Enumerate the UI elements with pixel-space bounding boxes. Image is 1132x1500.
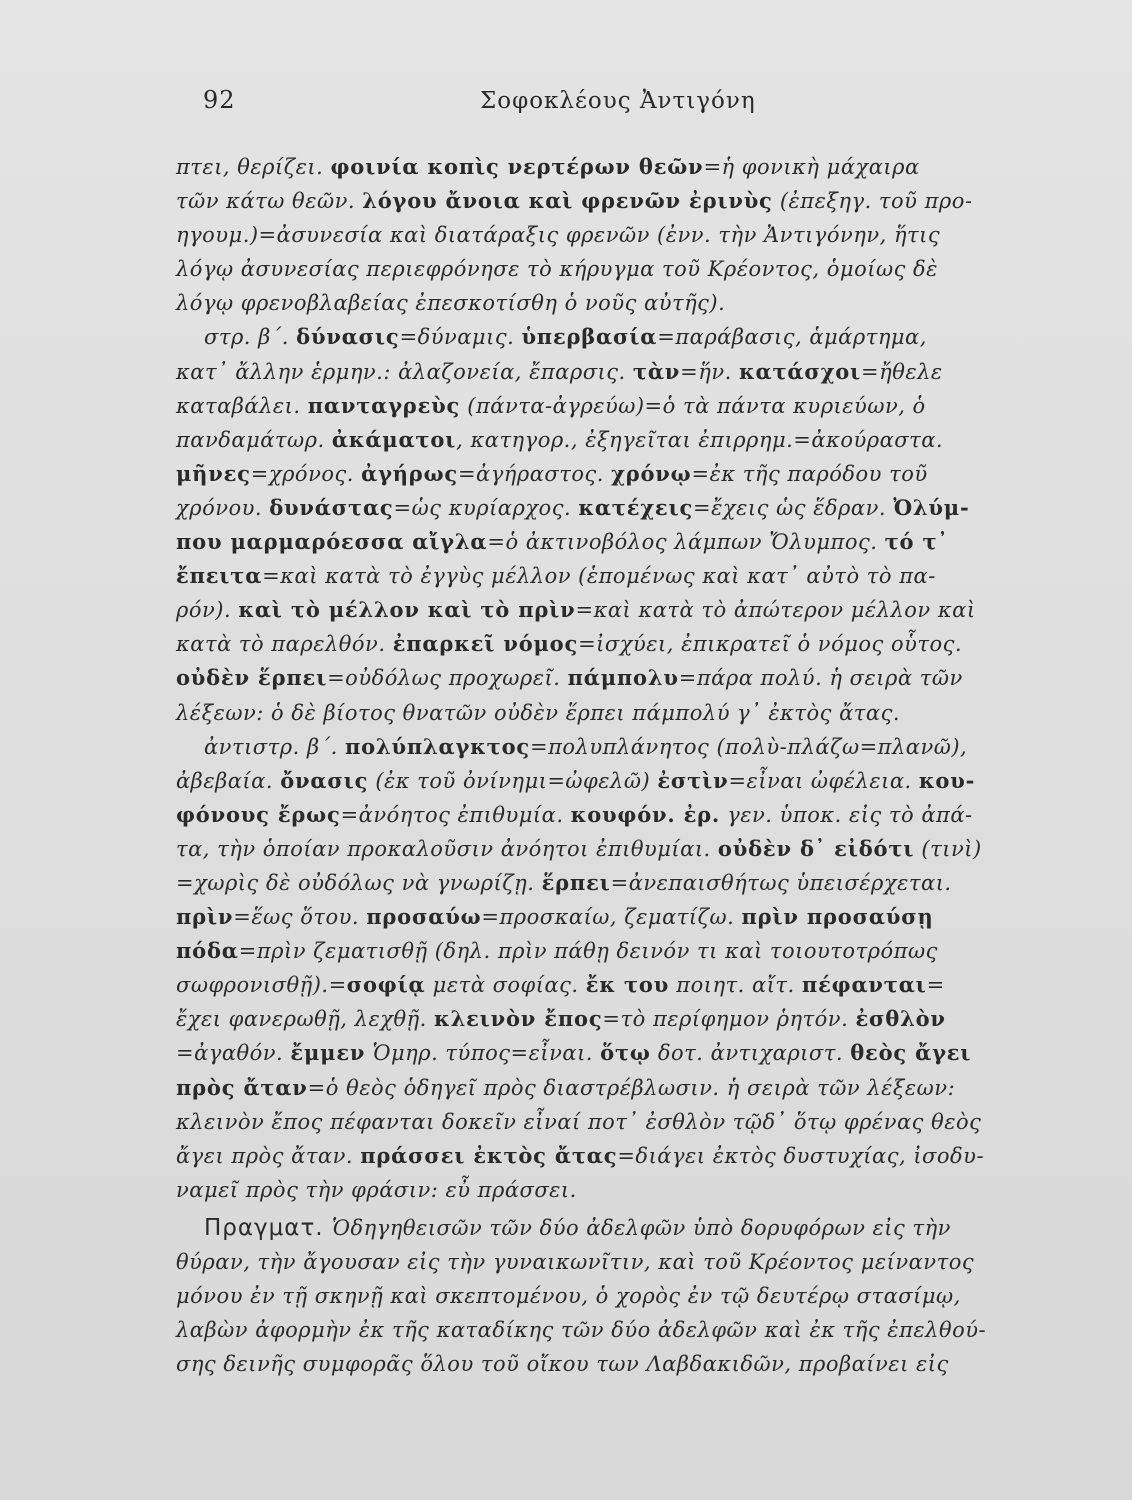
lemma-term: κου- [918, 767, 976, 793]
lemma-term: πολύπλαγκτος [344, 733, 531, 759]
lemma-term: οὐδὲν δ᾽ εἰδότι [717, 835, 915, 861]
text-line [176, 1173, 1106, 1207]
text-line [176, 627, 1106, 661]
text-line [176, 252, 1106, 286]
lemma-term: πανταγρεὺς [307, 392, 461, 418]
lemma-term: λόγου ἄνοια καὶ φρενῶν ἐρινὺς [362, 188, 773, 214]
lemma-term: ὄνασις [280, 767, 369, 793]
lemma-term: ἀγήρως [361, 460, 458, 486]
gloss-text: =ἀγαθόν. [176, 1041, 291, 1066]
text-line [176, 150, 1106, 184]
gloss-text: τῶν κάτω θεῶν. [176, 189, 363, 214]
lemma-term: φόνους ἔρως [176, 801, 341, 827]
lemma-term: πρὸς ἄταν [176, 1074, 308, 1100]
text-line [176, 934, 1106, 968]
lemma-term: κλεινὸν ἔπος [434, 1006, 603, 1032]
lemma-term: πέφανται [801, 972, 927, 998]
gloss-text: μετὰ σοφίας. [425, 973, 586, 998]
gloss-text: στρ. β΄. [204, 325, 297, 350]
gloss-text: =προσκαίω, ζεματίζω. [481, 905, 742, 930]
lemma-term: πρὶν [176, 904, 234, 930]
text-line [176, 559, 1106, 593]
gloss-text: (πάντα-ἀγρεύω)=ὁ τὰ πάντα κυριεύων, ὁ [460, 393, 926, 418]
gloss-text: ναμεῖ πρὸς τὴν φράσιν: εὖ πράσσει. [176, 1177, 577, 1202]
gloss-text: =ὁ θεὸς ὁδηγεῖ πρὸς διαστρέβλωσιν. ἡ σειρὰ τῶν λέξεων: [307, 1075, 956, 1100]
text-line [176, 900, 1106, 934]
gloss-text: γεν. ὑποκ. εἰς τὸ ἀπά- [720, 802, 973, 827]
gloss-text: λαβὼν ἀφορμὴν ἐκ τῆς καταδίκης τῶν δύο ἀδελφῶν καὶ ἐκ τῆς ἐπελθού- [176, 1318, 987, 1343]
text-line [176, 968, 1106, 1002]
text-line [176, 1105, 1106, 1139]
gloss-text: =διάγει ἐκτὸς δυστυχίας, ἰσοδυ- [617, 1143, 985, 1168]
text-line [176, 423, 1106, 457]
gloss-text: ἀβεβαία. [176, 768, 281, 793]
commentary-text-block [176, 150, 1106, 1381]
lemma-term: ἐπαρκεῖ νόμος [392, 631, 579, 657]
lemma-term: χρόνῳ [611, 460, 692, 486]
lemma-term: ἔμμεν [290, 1040, 366, 1066]
text-line [176, 661, 1106, 695]
text-line [176, 1036, 1106, 1070]
lemma-term: που μαρμαρόεσσα αἴγλα [176, 529, 488, 555]
gloss-text: σωφρονισθῇ).= [176, 973, 347, 998]
gloss-text: =ἔχεις ὡς ἕδραν. [693, 495, 894, 520]
lemma-term: κουφόν. ἐρ. [570, 801, 721, 827]
gloss-text: , κατηγορ., ἐξηγεῖται ἐπιρρημ.=ἀκούραστα. [456, 427, 944, 452]
text-line [176, 832, 1106, 866]
gloss-text: δοτ. ἀντιχαριστ. [650, 1041, 851, 1066]
text-line [176, 593, 1106, 627]
gloss-text: =ὁ ἀκτινοβόλος λάμπων Ὄλυμπος. [487, 530, 885, 555]
gloss-text: =πρὶν ζεματισθῇ (δηλ. πρὶν πάθῃ δεινόν τι καὶ τοιουτοτρόπως [238, 939, 938, 964]
text-line [176, 1211, 1106, 1245]
gloss-text: μόνου ἐν τῇ σκηνῇ καὶ σκεπτομένου, ὁ χορὸς ἐν τῷ δευτέρῳ στασίμῳ, [176, 1284, 961, 1309]
gloss-text: ηγουμ.)=ἀσυνεσία καὶ διατάραξις φρενῶν (ἐνν. τὴν Ἀντιγόνην, ἥτις [176, 223, 941, 248]
gloss-text: =ἀνεπαισθήτως ὑπεισέρχεται. [610, 870, 952, 895]
lemma-term: ὑπερβασία [521, 324, 658, 350]
text-line [176, 730, 1106, 764]
lemma-term: κατέχεις [578, 494, 694, 520]
gloss-text: κλεινὸν ἔπος πέφανται δοκεῖν εἶναί ποτ᾽ ἐσθλὸν τῷδ᾽ ὅτῳ φρένας θεὸς [176, 1109, 982, 1134]
gloss-text: ρόν). [176, 598, 239, 623]
gloss-text: =ἡ φονικὴ μάχαιρα [703, 155, 920, 179]
text-line [176, 866, 1106, 900]
gloss-text: =ἀγήραστος. [457, 461, 612, 486]
lemma-term: καὶ τὸ μέλλον καὶ τὸ πρὶν [238, 597, 576, 623]
gloss-text: χρόνου. [176, 495, 270, 520]
text-line [176, 1279, 1106, 1313]
lemma-term: τό τ᾽ [884, 529, 949, 555]
lemma-term: Ὀλύμ- [893, 494, 970, 520]
section-label: Πραγματ. [204, 1214, 332, 1241]
lemma-term: σοφίᾳ [346, 972, 426, 998]
gloss-text: πανδαμάτωρ. [176, 427, 332, 452]
lemma-term: δυνάστας [269, 494, 394, 520]
gloss-text: =οὐδόλως προχωρεῖ. [327, 666, 568, 691]
lemma-term: ἔκ του [585, 972, 670, 998]
gloss-text: λόγῳ φρενοβλαβείας ἐπεσκοτίσθη ὁ νοῦς αὐτῆς). [176, 291, 726, 316]
gloss-text: κατ᾽ ἄλλην ἑρμην.: ἀλαζονεία, ἔπαρσις. [176, 359, 633, 384]
page-header [0, 82, 1132, 122]
lemma-term: τὰν [632, 358, 681, 384]
lemma-term: πράσσει ἐκτὸς ἄτας [360, 1142, 618, 1168]
lemma-term: ἐστὶν [657, 767, 729, 793]
gloss-text: =πολυπλάνητος (πολὺ-πλάζω=πλανῶ), [530, 734, 968, 759]
text-line [176, 1313, 1106, 1347]
gloss-text: =τὸ περίφημον ῥητόν. [602, 1007, 856, 1032]
gloss-text: ἀντιστρ. β΄. [204, 734, 345, 759]
lemma-term: δύνασις [296, 324, 400, 350]
gloss-text: =ὡς κυρίαρχος. [393, 495, 579, 520]
gloss-text: =χωρὶς δὲ οὐδόλως νὰ γνωρίζῃ. [176, 870, 542, 895]
gloss-text: Ὁδηγηθεισῶν τῶν δύο ἀδελφῶν ὑπὸ δορυφόρων εἰς τὴν [331, 1215, 951, 1240]
text-line [176, 389, 1106, 423]
lemma-term: πρὶν προσαύσῃ [741, 904, 934, 930]
lemma-term: ἔπειτα [176, 563, 263, 589]
lemma-term: ἐσθλὸν [855, 1006, 946, 1032]
lemma-term: ἕρπει [541, 869, 611, 895]
lemma-term: πάμπολυ [567, 665, 679, 691]
text-line [176, 764, 1106, 798]
text-line [176, 1245, 1106, 1279]
gloss-text: (ἐκ τοῦ ὀνίνημι=ὠφελῶ) [368, 768, 658, 793]
gloss-text: κατὰ τὸ παρελθόν. [176, 632, 393, 657]
gloss-text: λόγῳ ἀσυνεσίας περιεφρόνησε τὸ κήρυγμα τοῦ Κρέοντος, ὁμοίως δὲ [176, 257, 938, 282]
text-line [176, 218, 1106, 252]
gloss-text: =δύναμις. [399, 325, 522, 350]
lemma-term: ὅτῳ [600, 1040, 651, 1066]
gloss-text: ποιητ. αἴτ. [669, 973, 802, 998]
lemma-term: μῆνες [176, 460, 251, 486]
gloss-text: =εἶναι ὠφέλεια. [728, 768, 919, 793]
gloss-text: τα, τὴν ὁποίαν προκαλοῦσιν ἀνόητοι ἐπιθυμίαι. [176, 836, 718, 861]
gloss-text: =καὶ κατὰ τὸ ἀπώτερον μέλλον καὶ [575, 598, 976, 623]
text-line [176, 1071, 1106, 1105]
lemma-term: οὐδὲν ἕρπει [176, 665, 328, 691]
gloss-text: =ἤθελε [861, 359, 943, 384]
gloss-text: =ἕως ὅτου. [233, 905, 367, 930]
gloss-text: (ἐπεξηγ. τοῦ προ- [772, 189, 973, 214]
gloss-text: ἄγει πρὸς ἄταν. [176, 1143, 361, 1168]
lemma-term: θεὸς ἄγει [850, 1040, 972, 1066]
text-line [176, 1347, 1106, 1381]
gloss-text: =πάρα πολύ. ἡ σειρὰ τῶν [678, 666, 963, 691]
gloss-text: ἔχει φανερωθῇ, λεχθῇ. [176, 1007, 435, 1032]
text-line [176, 798, 1106, 832]
gloss-text: καταβάλει. [176, 393, 308, 418]
gloss-text: =χρόνος. [250, 461, 362, 486]
text-line [176, 696, 1106, 730]
gloss-text: πτει, θερίζει. [176, 155, 331, 179]
page-number: 92 [203, 86, 236, 114]
gloss-text: Ὁμηρ. τύπος=εἶναι. [365, 1041, 601, 1066]
gloss-text: =ἐκ τῆς παρόδου τοῦ [691, 461, 928, 486]
gloss-text: σης δεινῆς συμφορᾶς ὅλου τοῦ οἴκου των Λαβδακιδῶν, προβαίνει εἰς [176, 1352, 949, 1377]
gloss-text: =ἰσχύει, ἐπικρατεῖ ὁ νόμος οὗτος. [578, 632, 963, 657]
gloss-text: (τινὶ) [914, 836, 982, 861]
gloss-text: =καὶ κατὰ τὸ ἐγγὺς μέλλον (ἑπομένως καὶ κατ᾽ αὐτὸ τὸ πα- [262, 564, 936, 589]
text-line [176, 184, 1106, 218]
lemma-term: φοινία κοπὶς νερτέρων θεῶν [330, 154, 704, 179]
gloss-text: =ἀνόητος ἐπιθυμία. [340, 802, 571, 827]
text-line [176, 1002, 1106, 1036]
lemma-term: προσαύω [366, 904, 482, 930]
text-line [176, 286, 1106, 320]
gloss-text: =ἥν. [680, 359, 739, 384]
gloss-text: λέξεων: ὁ δὲ βίοτος θνατῶν οὐδὲν ἕρπει πάμπολύ γ᾽ ἐκτὸς ἄτας. [176, 700, 901, 725]
running-title: Σοφοκλέους Ἀντιγόνη [480, 88, 756, 114]
lemma-term: πόδα [176, 938, 239, 964]
gloss-text: = [926, 973, 945, 998]
text-line [176, 320, 1106, 354]
gloss-text: =παράβασις, ἁμάρτημα, [657, 325, 927, 350]
text-line [176, 457, 1106, 491]
gloss-text: θύραν, τὴν ἄγουσαν εἰς τὴν γυναικωνῖτιν, καὶ τοῦ Κρέοντος μείναντος [176, 1250, 975, 1274]
text-line [176, 1139, 1106, 1173]
lemma-term: κατάσχοι [738, 358, 862, 384]
lemma-term: ἀκάματοι [331, 426, 457, 452]
text-line [176, 525, 1106, 559]
text-line [176, 355, 1106, 389]
text-line [176, 491, 1106, 525]
